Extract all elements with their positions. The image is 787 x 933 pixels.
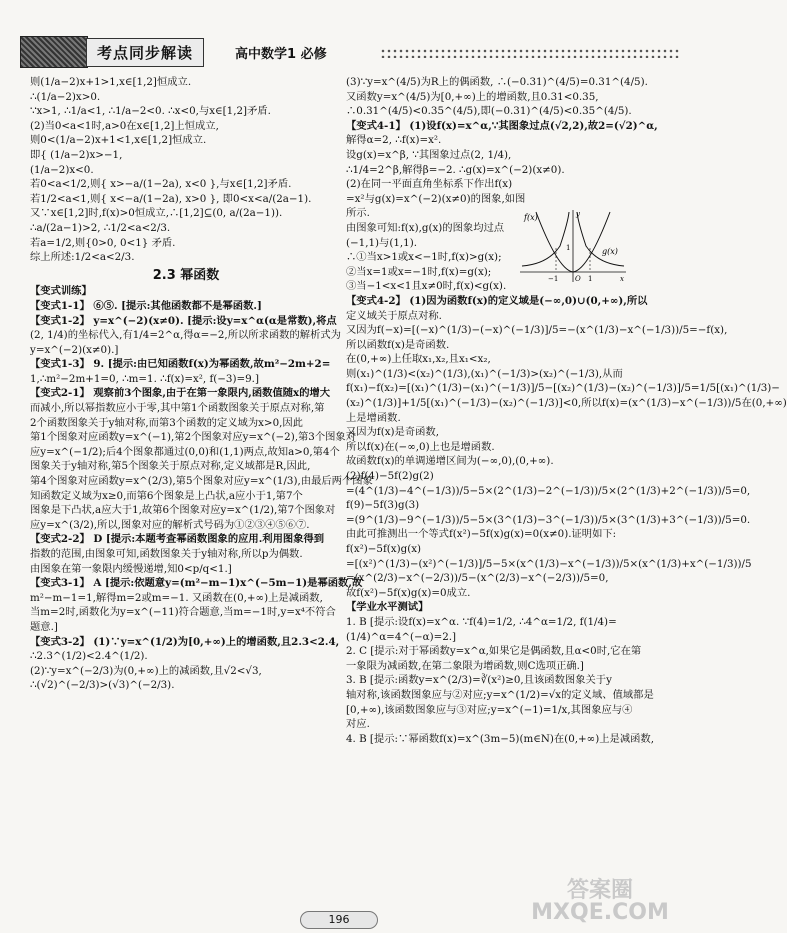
text-line: 由此可推测出一个等式f(x²)−5f(x)g(x)=0(x≠0).证明如下: [346,528,617,541]
text-line: ③当−1<x<1且x≠0时,f(x)<g(x). [346,280,507,293]
text-line: 所以函数f(x)是奇函数. [346,338,450,351]
section-title: 2.3 幂函数 [152,267,220,283]
text-line: 则(1/a−2)x+1>1,x∈[1,2]恒成立. [30,76,192,88]
text-line: 定义域关于原点对称. [346,309,442,322]
book-subtitle: 高中数学1 必修 [235,47,327,62]
text-line: f(9)−5f(3)g(3) [346,499,420,512]
text-line: 综上所述:1/2<a<2/3. [30,251,135,264]
text-line: 又因为f(−x)=[(−x)^(1/3)−(−x)^(−1/3)]/5=−(x^(1/3)−x^(−1/3))/5=−f(x), [346,324,728,337]
text-line: (1/4)^α=4^(−α)=2.] [346,630,457,643]
answer-line: m²−m−1=1,解得m=2或m=−1. 又函数在(0,+∞)上是减函数, [30,591,323,604]
answer-line: 【变式3-1】 A [提示:依题意y=(m²−m−1)x^(−5m−1)是幂函数,故 [30,577,363,590]
text-line: 解得α=2, ∴f(x)=x². [346,134,442,147]
text-line: (2)f(4)−5f(2)g(2) [346,470,434,483]
text-line: 又函数y=x^(4/5)为[0,+∞)上的增函数,且0.31<0.35, [346,90,599,103]
text-line: 又因为f(x)是奇函数, [346,426,440,439]
text-line: (x₂)^(1/3)]+1/5[(x₁)^(−1/3)−(x₂)^(−1/3)]<0,所以f(x)=(x^(1/3)−x^(−1/3))/5在(0,+∞) [346,397,787,410]
answer-line: 【变式2-2】 D [提示:本题考查幂函数图象的应用.利用图象得到 [30,533,325,546]
text-line: 故函数f(x)的单调递增区间为(−∞,0),(0,+∞). [346,455,554,468]
label-pos1: 1 [588,275,593,283]
text-line: 对应. [346,718,370,731]
text-line: =(x^(2/3)−x^(−2/3))/5−(x^(2/3)−x^(−2/3))/5=0, [346,572,609,585]
text-line: f(x²)−5f(x)g(x) [346,543,422,555]
text-line: 轴对称,该函数图象应与②对应;y=x^(1/2)=√x的定义域、值域都是 [346,688,654,701]
text-line: 则(x₁)^(1/3)<(x₂)^(1/3),(x₁)^(−1/3)>(x₂)^(−1/3),从而 [346,367,623,380]
text-line: 【学业水平测试】 [346,601,429,614]
right-column [346,76,787,747]
label-x: x [620,275,624,283]
header-decoration [20,36,88,68]
function-graph [518,208,628,284]
text-line: 又∵x∈[1,2]时,f(x)>0恒成立,∴[1,2]⊆(0, a/(2a−1)). [30,207,283,220]
answer-line: 图象关于y轴对称,第5个图象关于原点对称,定义域都是R,因此, [30,460,311,473]
text-line: 若1/2<a<1,则{ x<−a/(1−2a), x>0 }, 即0<x<a/(2a−1). [30,192,312,205]
text-line: (2)当0<a<1时,a>0在x∈[1,2]上恒成立, [30,119,219,132]
answer-line: (2)∵y=x^(−2/3)为(0,+∞)上的减函数,且√2<√3, [30,664,262,677]
answer-line: 第1个图象对应函数y=x^(−1),第2个图象对应y=x^(−2),第3个图象对 [30,431,357,444]
answer-line: ∴(√2)^(−2/3)>(√3)^(−2/3). [30,679,175,692]
text-line: 【变式4-2】 (1)因为函数f(x)的定义域是(−∞,0)∪(0,+∞),所以 [346,294,648,307]
text-line: ②当x=1或x=−1时,f(x)=g(x); [346,265,492,278]
text-line: (2)在同一平面直角坐标系下作出f(x) [346,178,513,191]
answer-line: 第4个图象对应函数y=x^(2/3),第5个图象对应y=x^(1/3),由最后两个图象 [30,475,373,488]
book-title: 考点同步解读 [86,38,204,67]
text-line: 设g(x)=x^β, ∵其图象过点(2, 1/4), [346,148,512,161]
text-line: 由图象可知:f(x),g(x)的图象均过点 [346,221,505,234]
text-line: ∴1/4=2^β,解得β=−2. ∴g(x)=x^(−2)(x≠0). [346,163,565,176]
text-line: 若a=1/2,则{0>0, 0<1} 矛盾. [30,236,176,249]
text-line: 在(0,+∞)上任取x₁,x₂,且x₁<x₂, [346,353,491,366]
answer-line: (2, 1/4)的坐标代入,有1/4=2^α,得α=−2,所以所求函数的解析式为 [30,329,341,342]
text-line: 【变式4-1】 (1)设f(x)=x^α,∵其图象过点(√2,2),故2=(√2)^α, [346,119,658,132]
answer-line: 【变式2-1】 观察前3个图象,由于在第一象限内,函数值随x的增大 [30,387,331,400]
label-origin: O [575,275,581,283]
answer-line: 【变式1-2】 y=x^(−2)(x≠0). [提示:设y=x^α(α是常数),将点 [30,314,337,327]
left-solution-text [30,76,342,265]
text-line: (1/a−2)x<0. [30,163,94,176]
text-line: =x²与g(x)=x^(−2)(x≠0)的图象,如图 [346,192,526,205]
text-line: [0,+∞),该函数图象应与③对应;y=x^(−1)=1/x,其图象应与④ [346,703,633,716]
text-line: 所示. [346,207,370,220]
text-line: 2. C [提示:对于幂函数y=x^α,如果它是偶函数,且α<0时,它在第 [346,645,642,658]
label-g: g(x) [602,247,618,256]
label-neg1: −1 [548,275,559,283]
text-line: 即{ (1/a−2)x>−1, [30,148,123,161]
text-line: ∵x>1, ∴1/a<1, ∴1/a−2<0. ∴x<0,与x∈[1,2]矛盾. [30,105,271,118]
answer-line: 【变式1-1】 ⑥⑤. [提示:其他函数都不是幂函数.] [30,299,262,312]
text-line: 所以f(x)在(−∞,0)上也是增函数. [346,440,495,453]
text-line: 上是增函数. [346,411,401,424]
answer-line: 应y=x^(−1/2);后4个图象都通过(0,0)和(1,1)两点,故知a>0,第4个 [30,445,340,458]
text-line: =(4^(1/3)−4^(−1/3))/5−5×(2^(1/3)−2^(−1/3))/5×(2^(1/3)+2^(−1/3))/5=0, [346,484,751,497]
text-line: (3)∵y=x^(4/5)为R上的偶函数, ∴(−0.31)^(4/5)=0.31^(4/5). [346,76,648,88]
page-number: 196 [300,911,378,929]
text-line: 则0<(1/a−2)x+1<1,x∈[1,2]恒成立. [30,134,207,147]
answer-line: 应y=x^(3/2),所以,图象对应的解析式号码为①②③④⑤⑥⑦. [30,518,310,531]
page-header [20,36,660,66]
answer-line: 题意.] [30,620,58,633]
text-line: ∴(1/a−2)x>0. [30,90,101,103]
answer-line: 而减小,所以幂指数应小于零,其中第1个函数图象关于原点对称,第 [30,402,325,415]
text-line: ∴a/(2a−1)>2, ∴1/2<a<2/3. [30,221,171,234]
answer-line: y=x^(−2)(x≠0).] [30,343,119,356]
answer-line: 【变式3-2】 (1)∵y=x^(1/2)为[0,+∞)上的增函数,且2.3<2.4, [30,635,340,648]
label-y: y [576,210,580,218]
answer-line: 1,∴m²−2m+1=0, ∴m=1. ∴f(x)=x², f(−3)=9.] [30,372,259,385]
text-line: f(x₁)−f(x₂)=[(x₁)^(1/3)−(x₁)^(−1/3)]/5−[(x₂)^(1/3)−(x₂)^(−1/3)]/5=1/5[(x₁)^(1/3)− [346,382,780,395]
variant-heading: 【变式训练】 [30,285,92,298]
text-line: =[(x²)^(1/3)−(x²)^(−1/3)]/5−5×(x^(1/3)−x^(−1/3))/5×(x^(1/3)+x^(−1/3))/5 [346,557,752,570]
answer-line: 指数的范围,由图象可知,函数图象关于y轴对称,所以p为偶数. [30,548,303,560]
watermark [530,880,670,930]
text-line: =(9^(1/3)−9^(−1/3))/5−5×(3^(1/3)−3^(−1/3))/5×(3^(1/3)+3^(−1/3))/5=0. [346,513,751,526]
answer-line: 【变式1-3】 9. [提示:由已知函数f(x)为幂函数,故m²−2m+2= [30,358,331,371]
text-line: 4. B [提示:∵幂函数f(x)=x^(3m−5)(m∈N)在(0,+∞)上是减函数, [346,732,654,745]
text-line: ∴0.31^(4/5)<0.35^(4/5),即(−0.31)^(4/5)<0.35^(4/5). [346,105,632,118]
watermark-line-1: 答案圈 [566,878,633,903]
answer-line: 由图象在第一象限内缓慢递增,知0<p/q<1.] [30,562,232,575]
left-answer-text [30,299,373,693]
text-line: 若0<a<1/2,则{ x>−a/(1−2a), x<0 },与x∈[1,2]矛盾. [30,178,292,191]
label-one: 1 [566,244,571,252]
right-solution-text [346,76,787,746]
text-line: 一象限为减函数,在第二象限为增函数,则C选项正确.] [346,659,584,672]
text-line: (−1,1)与(1,1). [346,236,418,249]
answer-line: ∴2.3^(1/2)<2.4^(1/2). [30,650,148,663]
answer-line: 知函数定义域为x≥0,而第6个图象是上凸状,a应小于1,第7个 [30,489,303,502]
text-line: 3. B [提示:函数y=x^(2/3)=∛(x²)≥0,且该函数图象关于y [346,674,612,687]
text-line: 故f(x²)−5f(x)g(x)=0成立. [346,586,471,599]
answer-line: 当m=2时,函数化为y=x^(−11)符合题意,当m=−1时,y=x⁴不符合 [30,606,336,619]
text-line: ∴①当x>1或x<−1时,f(x)>g(x); [346,251,502,264]
header-dot-rule [380,48,680,58]
text-line: 1. B [提示:设f(x)=x^α. ∵f(4)=1/2, ∴4^α=1/2, f(1/4)= [346,615,617,628]
watermark-line-2: MXQE.COM [531,900,669,925]
answer-line: 图象是下凸状,a应大于1,故第6个图象对应y=x^(1/2),第7个图象对 [30,504,336,517]
curve-g-right [577,212,624,266]
label-f: f(x) [524,213,538,222]
answer-line: 2个函数图象关于y轴对称,而第3个函数的定义域为x>0,因此 [30,416,303,429]
